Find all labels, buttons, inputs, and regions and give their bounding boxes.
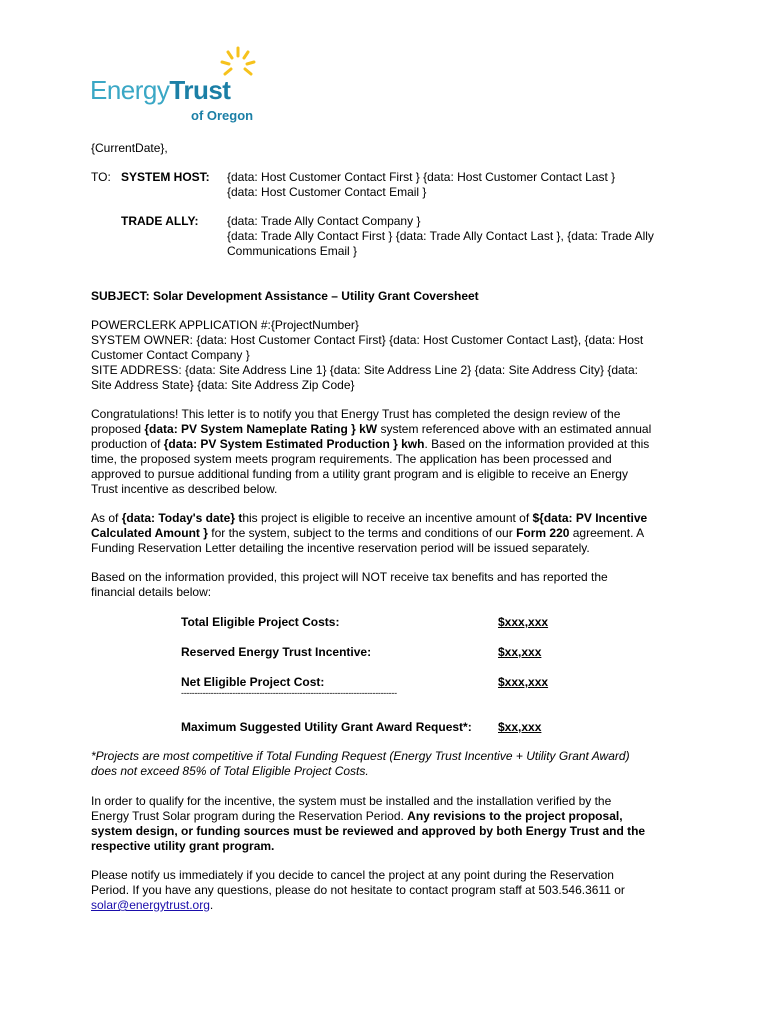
project-info-line-5: Site Address State} {data: Site Address Zip Code} [91, 378, 355, 392]
project-info-line-3: Customer Contact Company } [91, 348, 250, 362]
total-eligible-costs-value: $xxx,xxx [498, 615, 549, 629]
project-info-line-2: SYSTEM OWNER: {data: Host Customer Contact First} {data: Host Customer Contact Last}, {data: Host [91, 333, 644, 347]
system-host-line-2: {data: Host Customer Contact Email } [227, 185, 427, 199]
to-label: TO: [91, 170, 111, 184]
note-line-2: does not exceed 85% of Total Eligible Project Costs. [91, 764, 369, 778]
para5-line-3: solar@energytrust.org. [91, 898, 214, 912]
energy-trust-logo [90, 44, 260, 128]
para4-line-1: In order to qualify for the incentive, the system must be installed and the installation verified by the [91, 794, 612, 808]
para1-line-6: Trust incentive as described below. [91, 482, 278, 496]
project-info-line-4: SITE ADDRESS: {data: Site Address Line 1} {data: Site Address Line 2} {data: Site Address City} {data: [91, 363, 639, 377]
system-host-label: SYSTEM HOST: [121, 170, 210, 184]
para2-line-1: As of {data: Today's date} this project is eligible to receive an incentive amount of ${data: PV Incentive [91, 511, 648, 525]
para2-line-3: Funding Reservation Letter detailing the incentive reservation period will be issued separately. [91, 541, 590, 555]
para3-line-2: financial details below: [91, 585, 212, 599]
email-link[interactable]: solar@energytrust.org [91, 898, 210, 912]
para5-line-2: Period. If you have any questions, please do not hesitate to contact program staff at 503.546.3611 or [91, 883, 625, 897]
para1-line-5: approved to pursue additional funding from a utility grant program and is eligible to receive an Energy [91, 467, 628, 481]
system-host-line-1: {data: Host Customer Contact First } {data: Host Customer Contact Last } [227, 170, 616, 184]
para1-line-3: production of {data: PV System Estimated Production } kwh. Based on the information provided at this [91, 437, 650, 451]
net-eligible-cost-label: Net Eligible Project Cost: [181, 675, 325, 689]
reserved-incentive-value: $xx,xxx [498, 645, 542, 659]
para1-line-4: time, the proposed system meets program requirements. The application has been processed and [91, 452, 612, 466]
para2-line-2: Calculated Amount } for the system, subject to the terms and conditions of our Form 220 agreement. A [91, 526, 645, 540]
para4-line-4: respective utility grant program. [91, 839, 275, 853]
para1-line-2: proposed {data: PV System Nameplate Rating } kW system referenced above with an estimated annual [91, 422, 652, 436]
para4-line-2: Energy Trust Solar program during the Reservation Period. Any revisions to the project proposal, [91, 809, 623, 823]
trade-ally-line-1: {data: Trade Ally Contact Company } [227, 214, 421, 228]
divider-line: -------------------------------------------------------------------------------- [181, 688, 397, 698]
para5-line-1: Please notify us immediately if you decide to cancel the project at any point during the Reservation [91, 868, 614, 882]
total-eligible-costs-label: Total Eligible Project Costs: [181, 615, 340, 629]
trade-ally-label: TRADE ALLY: [121, 214, 199, 228]
para3-line-1: Based on the information provided, this project will NOT receive tax benefits and has reported the [91, 570, 608, 584]
net-eligible-cost-value: $xxx,xxx [498, 675, 549, 689]
logo-wordmark: EnergyTrust [90, 75, 231, 105]
subject-line: SUBJECT: Solar Development Assistance – Utility Grant Coversheet [91, 289, 479, 303]
logo-subtitle: of Oregon [191, 108, 254, 123]
para1-line-1: Congratulations! This letter is to notify you that Energy Trust has completed the design review of the [91, 407, 621, 421]
para4-line-3: system design, or funding sources must be reviewed and approved by both Energy Trust and the [91, 824, 646, 838]
project-info-line-1: POWERCLERK APPLICATION #:{ProjectNumber} [91, 318, 359, 332]
max-grant-request-label: Maximum Suggested Utility Grant Award Request*: [181, 720, 472, 734]
trade-ally-line-2: {data: Trade Ally Contact First } {data: Trade Ally Contact Last }, {data: Trade Ally [227, 229, 654, 243]
current-date: {CurrentDate}, [91, 141, 168, 155]
trade-ally-line-3: Communications Email } [227, 244, 358, 258]
note-line-1: *Projects are most competitive if Total Funding Request (Energy Trust Incentive + Utility Grant Award) [91, 749, 630, 763]
reserved-incentive-label: Reserved Energy Trust Incentive: [181, 645, 372, 659]
max-grant-request-value: $xx,xxx [498, 720, 542, 734]
